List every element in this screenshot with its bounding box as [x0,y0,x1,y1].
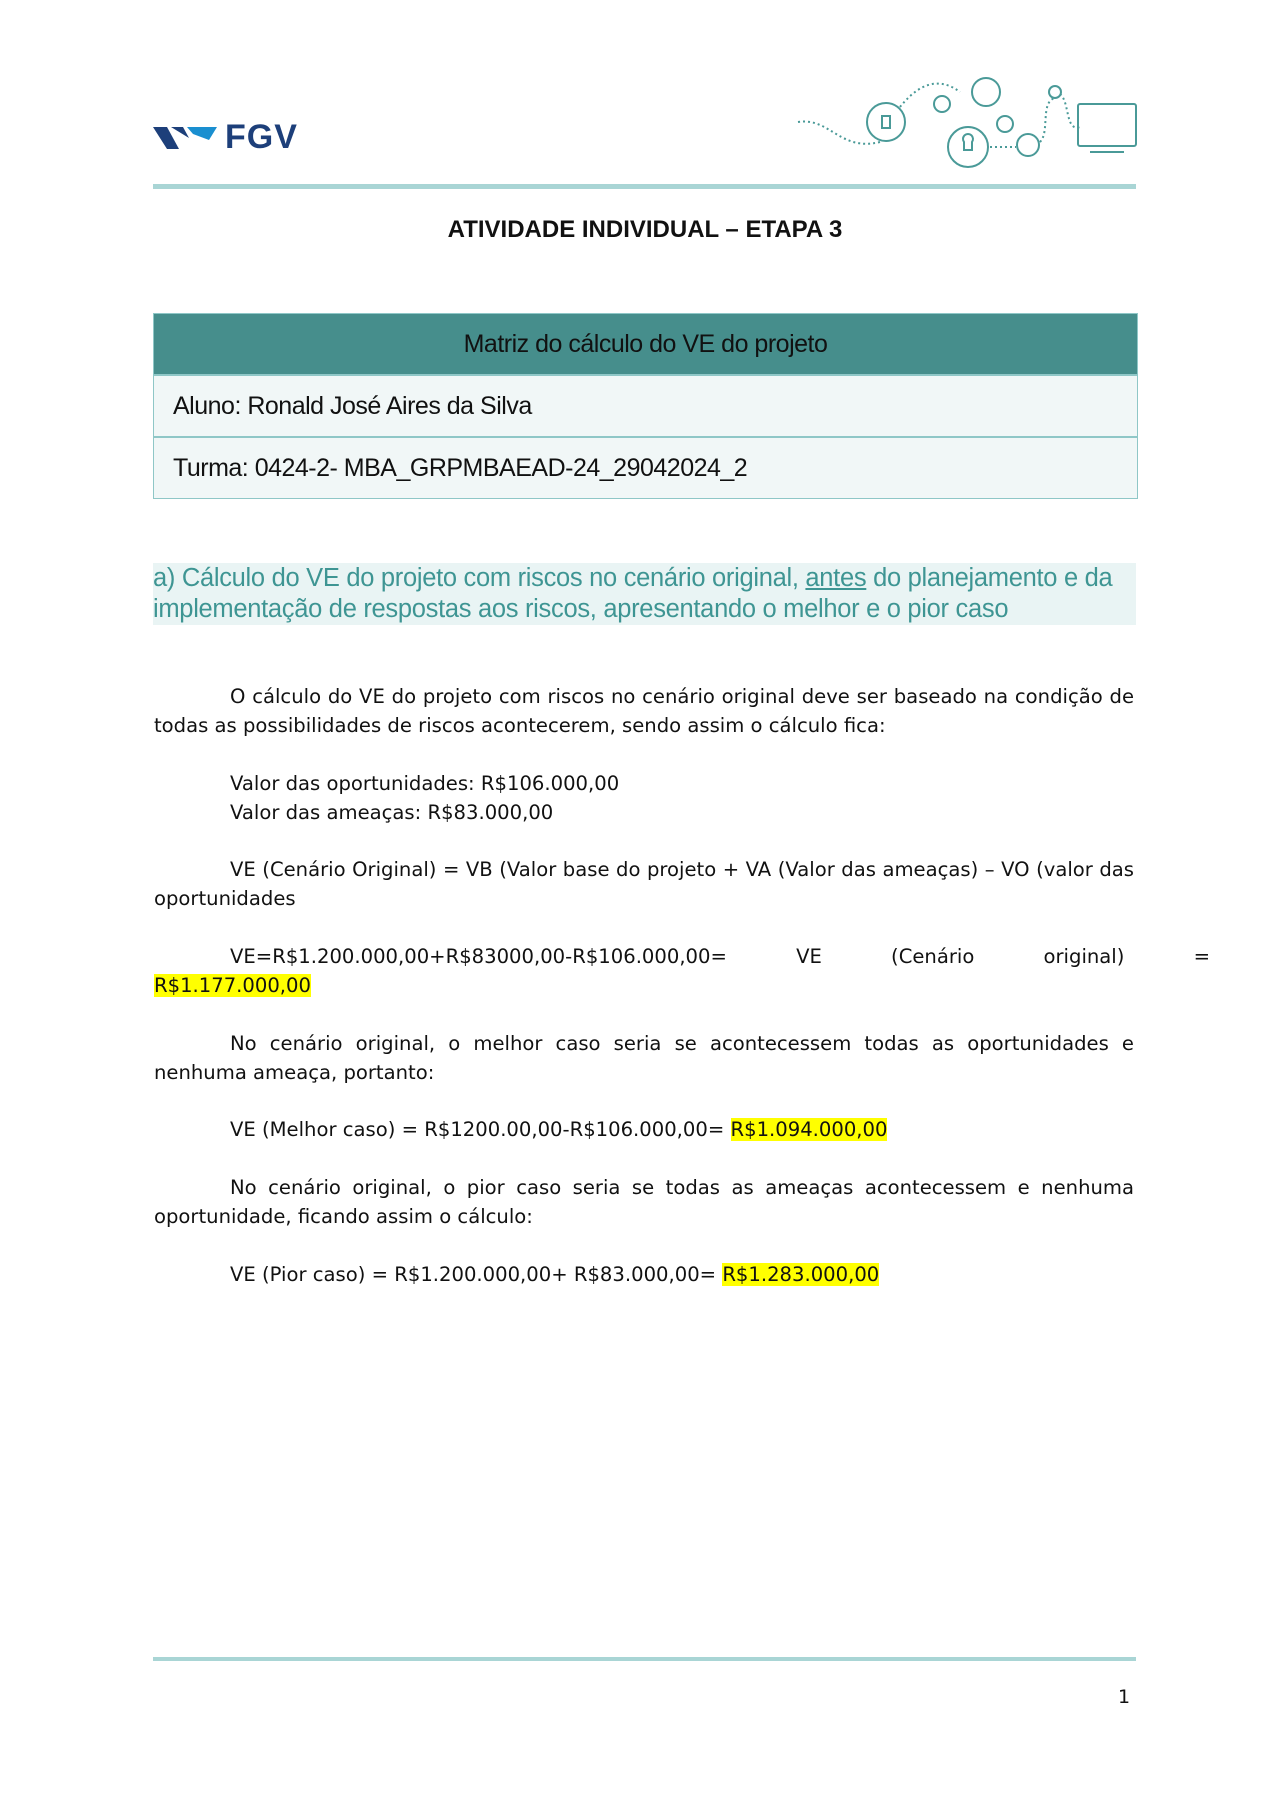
class-id: Turma: 0424-2- MBA_GRPMBAEAD-24_29042024_2 [154,436,1137,498]
calc-original [154,942,1210,971]
question-text-1: a) Cálculo do VE do projeto com riscos no cenário original, [153,564,806,592]
question-underlined: antes [805,564,867,592]
threats-value: Valor das ameaças: R$83.000,00 [230,801,554,824]
paragraph-intro: O cálculo do VE do projeto com riscos no cenário original deve ser baseado na condição de todas as possibilidades de riscos acontecerem, sendo assim o cálculo fica: [154,685,1134,737]
calc-word-1: VE [796,945,822,968]
best-case-calc [154,1115,1210,1144]
worst-case-calc [154,1260,1210,1289]
page-title: ATIVIDADE INDIVIDUAL – ETAPA 3 [447,216,843,243]
worst-case-expr: VE (Pior caso) = R$1.200.000,00+ R$83.000,00= [230,1263,723,1286]
fgv-logo-mark-icon [153,124,219,152]
paragraph-worst-case: No cenário original, o pior caso seria se todas as ameaças acontecessem e nenhuma oportunidade, ficando assim o cálculo: [154,1176,1134,1228]
page-number: 1 [1118,1686,1131,1708]
matrix-header: Matriz do cálculo do VE do projeto [154,314,1137,374]
best-case-expr: VE (Melhor caso) = R$1200.00,00-R$106.000,00= [230,1118,731,1141]
calc-original-expr: VE=R$1.200.000,00+R$83000,00-R$106.000,00= [230,945,727,968]
opportunities-value: Valor das oportunidades: R$106.000,00 [230,772,620,795]
result-original: R$1.177.000,00 [154,974,311,997]
fgv-logo [153,118,298,157]
best-case-result: R$1.094.000,00 [730,1118,888,1141]
paragraph-best-case: No cenário original, o melhor caso seria se acontecessem todas as oportunidades e nenhuma ameaça, portanto: [154,1032,1134,1084]
calc-word-4: = [1193,945,1210,968]
footer-rule [153,1657,1136,1661]
result-original-line [154,971,1134,1000]
question-heading [153,563,1136,625]
calc-word-2: (Cenário [891,945,975,968]
matrix-table [153,313,1138,499]
tech-illustration-icon [790,72,1140,172]
calc-word-3: original) [1043,945,1125,968]
student-name: Aluno: Ronald José Aires da Silva [154,374,1137,436]
formula: VE (Cenário Original) = VB (Valor base do projeto + VA (Valor das ameaças) – VO (valor das oportunidades [154,858,1134,910]
worst-case-result: R$1.283.000,00 [722,1263,880,1286]
logo-text: FGV [225,118,298,156]
question-text-2: do planejamento e da implementação de respostas aos riscos, apresentando o melhor e o pior caso [153,564,1113,623]
header-rule [153,184,1136,189]
